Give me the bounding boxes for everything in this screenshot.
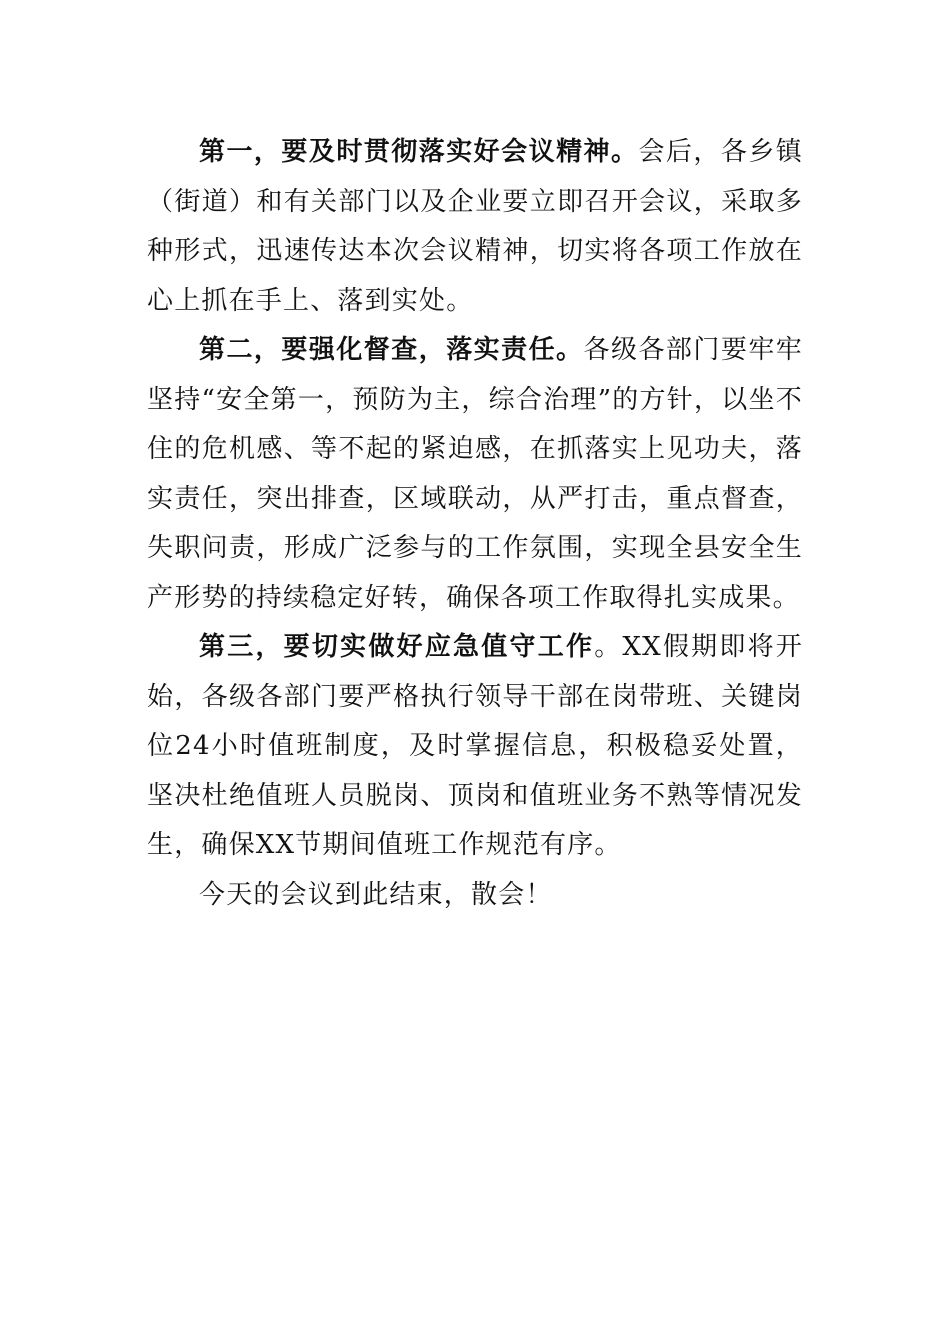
- closing-paragraph: [147, 871, 803, 921]
- paragraph-1: [147, 128, 803, 326]
- paragraph-3: [147, 623, 803, 871]
- document-body: [147, 128, 803, 920]
- paragraph-1-heading: 第一，要及时贯彻落实好会议精神。: [199, 137, 639, 167]
- paragraph-1-text: 会后，各乡镇（街道）和有关部门以及企业要立即召开会议，采取多种形式，迅速传达本次会议精神，切实将各项工作放在心上抓在手上、落到实处。: [147, 137, 804, 316]
- closing-text: 今天的会议到此结束，散会！: [199, 879, 553, 910]
- paragraph-2-text: 各级各部门要牢牢坚持“安全第一，预防为主，综合治理”的方针，以坐不住的危机感、等不起的紧迫感，在抓落实上见功夫，落实责任，突出排查，区域联动，从严打击，重点督查，失职问责，形成广泛参与的工作氛围，实现全县安全生产形势的持续稳定好转，确保各项工作取得扎实成果。: [147, 335, 803, 613]
- paragraph-2-heading: 第二，要强化督查，落实责任。: [199, 335, 584, 365]
- paragraph-3-text: 。XX假期即将开始，各级各部门要严格执行领导干部在岗带班、关键岗位24小时值班制度，及时掌握信息，积极稳妥处置，坚决杜绝值班人员脱岗、顶岗和值班业务不熟等情况发生，确保XX节期间值班工作规范有序。: [147, 632, 803, 860]
- paragraph-2: [147, 326, 803, 623]
- paragraph-3-heading: 第三，要切实做好应急值守工作: [199, 632, 595, 662]
